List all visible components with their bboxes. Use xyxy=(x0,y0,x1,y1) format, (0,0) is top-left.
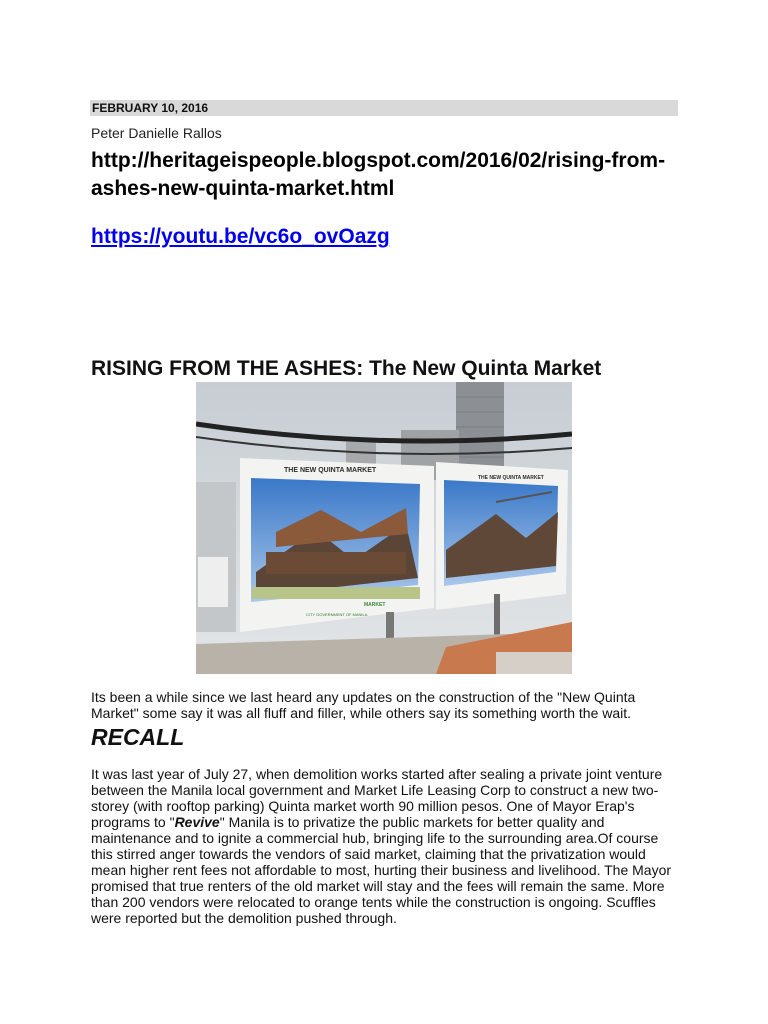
post-author: Peter Danielle Rallos xyxy=(91,125,222,141)
youtube-link[interactable]: https://youtu.be/vc6o_ovOazg xyxy=(91,225,390,248)
intro-paragraph: Its been a while since we last heard any updates on the construction of the "New Quinta Market" some say it was all fluff and filler, while others say its something worth the wait. xyxy=(91,689,636,721)
recall-text-part1: It was last year of July 27, when demolition works started after sealing a private joint venture between the Manila local government and Market Life Leasing Corp to construct a new two-storey (with rooftop parking) Quinta market worth 90 million pesos. One of Mayor Erap's programs to " xyxy=(91,766,663,830)
recall-text-part2: " Manila is to privatize the public markets for better quality and maintenance and to ignite a commercial hub, bringing life to the surrounding area.Of course this stirred anger towards the vendors of said market, claiming that the privatization would mean higher rent fees not affordable to most, hurting their business and livelihood. The Mayor promised that true renters of the old market will stay and the fees will remain the same. More than 200 vendors were relocated to orange tents while the construction is ongoing. Scuffles were reported but the demolition pushed through. xyxy=(91,814,672,926)
post-date: FEBRUARY 10, 2016 xyxy=(90,100,678,116)
recall-paragraph xyxy=(91,766,681,926)
billboard-left-title: THE NEW QUINTA MARKET xyxy=(284,467,377,474)
billboard-right-title: THE NEW QUINTA MARKET xyxy=(478,475,544,481)
billboard-brand: MARKET xyxy=(364,602,386,608)
blog-url[interactable]: http://heritageispeople.blogspot.com/2016/02/rising-from-ashes-new-quinta-market.html xyxy=(91,149,666,200)
post-title: RISING FROM THE ASHES: The New Quinta Market xyxy=(91,357,602,380)
billboard-sponsor: CITY GOVERNMENT OF MANILA xyxy=(306,612,368,617)
revive-emphasis: Revive xyxy=(174,814,220,830)
section-heading-recall: RECALL xyxy=(91,724,185,750)
billboard-photo xyxy=(196,382,572,674)
